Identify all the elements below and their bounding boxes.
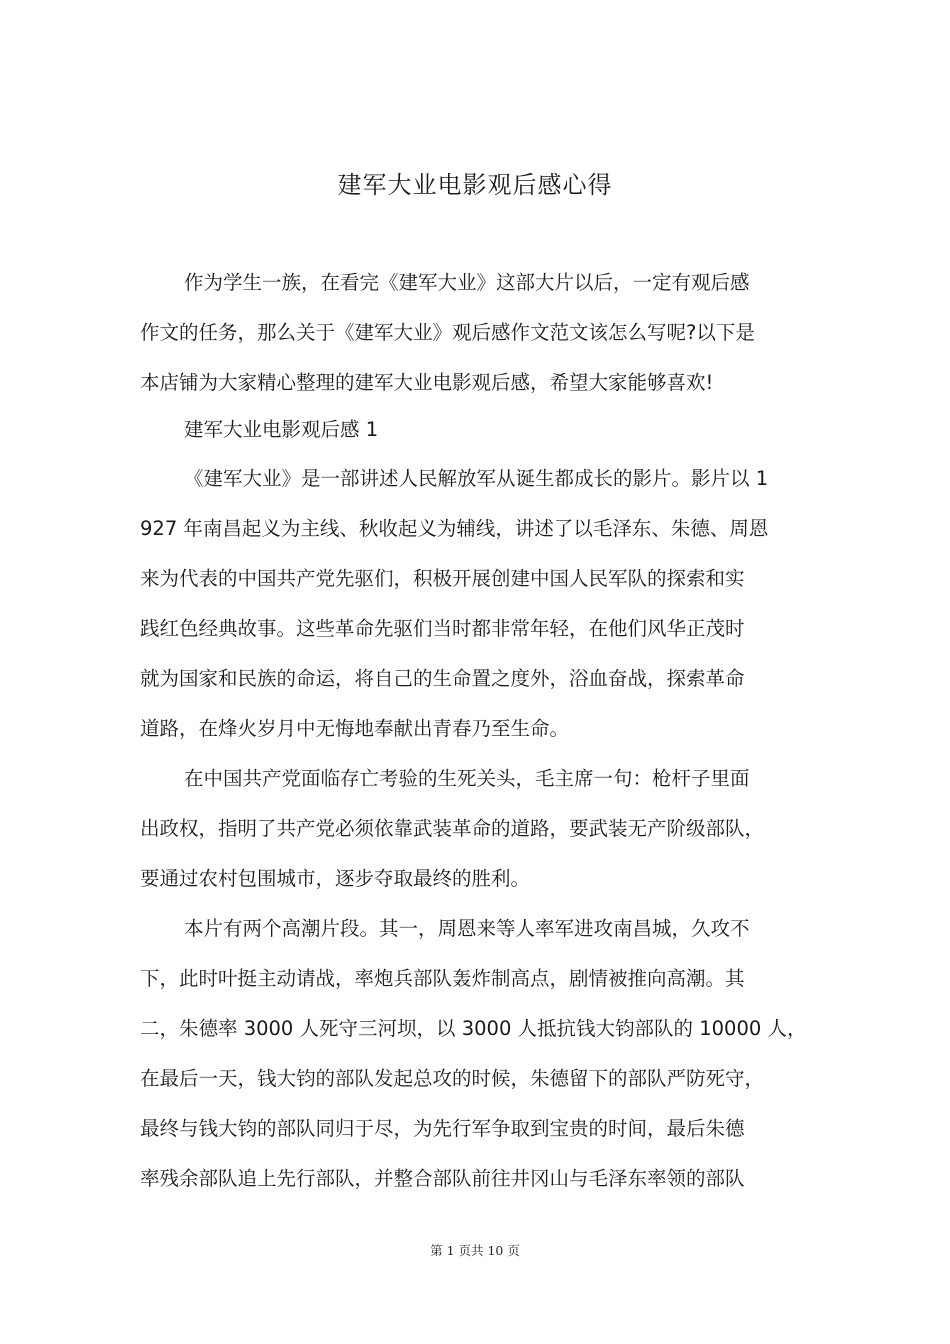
paragraph-line: 下，此时叶挺主动请战，率炮兵部队轰炸制高点，剧情被推向高潮。其 [140,967,745,990]
paragraph-line: 道路，在烽火岁月中无悔地奉献出青春乃至生命。 [140,717,570,740]
paragraph-line: 本片有两个高潮片段。其一，周恩来等人率军进攻南昌城，久攻不 [184,917,750,940]
paragraph-line: 践红色经典故事。这些革命先驱们当时都非常年轻，在他们风华正茂时 [140,617,745,640]
paragraph-line: 二，朱德率 3000 人死守三河坝，以 3000 人抵抗钱大钧部队的 10000 人， [140,1017,807,1040]
paragraph-line: 在最后一天，钱大钧的部队发起总攻的时候，朱德留下的部队严防死守， [140,1067,765,1090]
paragraph-line: 最终与钱大钧的部队同归于尽，为先行军争取到宝贵的时间，最后朱德 [140,1117,745,1140]
paragraph-line: 率残余部队追上先行部队，并整合部队前往井冈山与毛泽东率领的部队 [140,1167,745,1190]
page-footer: 第 1 页共 10 页 [430,1243,520,1258]
paragraph-line: 作文的任务，那么关于《建军大业》观后感作文范文该怎么写呢?以下是 [140,321,755,344]
paragraph-line: 就为国家和民族的命运，将自己的生命置之度外，浴血奋战，探索革命 [140,667,745,690]
section-heading: 建军大业电影观后感 1 [184,418,379,441]
document-title: 建军大业电影观后感心得 [337,171,613,199]
paragraph-line: 927 年南昌起义为主线、秋收起义为辅线，讲述了以毛泽东、朱德、周恩 [140,517,769,540]
paragraph-line: 出政权，指明了共产党必须依靠武装革命的道路，要武装无产阶级部队， [140,817,765,840]
paragraph-line: 《建军大业》是一部讲述人民解放军从诞生都成长的影片。影片以 1 [184,467,769,490]
paragraph-line: 本店铺为大家精心整理的建军大业电影观后感，希望大家能够喜欢! [140,371,714,394]
paragraph-line: 在中国共产党面临存亡考验的生死关头，毛主席一句：枪杆子里面 [184,767,750,790]
paragraph-line: 作为学生一族，在看完《建军大业》这部大片以后，一定有观后感 [184,271,750,294]
paragraph-line: 要通过农村包围城市，逐步夺取最终的胜利。 [140,867,531,890]
paragraph-line: 来为代表的中国共产党先驱们，积极开展创建中国人民军队的探索和实 [140,567,745,590]
